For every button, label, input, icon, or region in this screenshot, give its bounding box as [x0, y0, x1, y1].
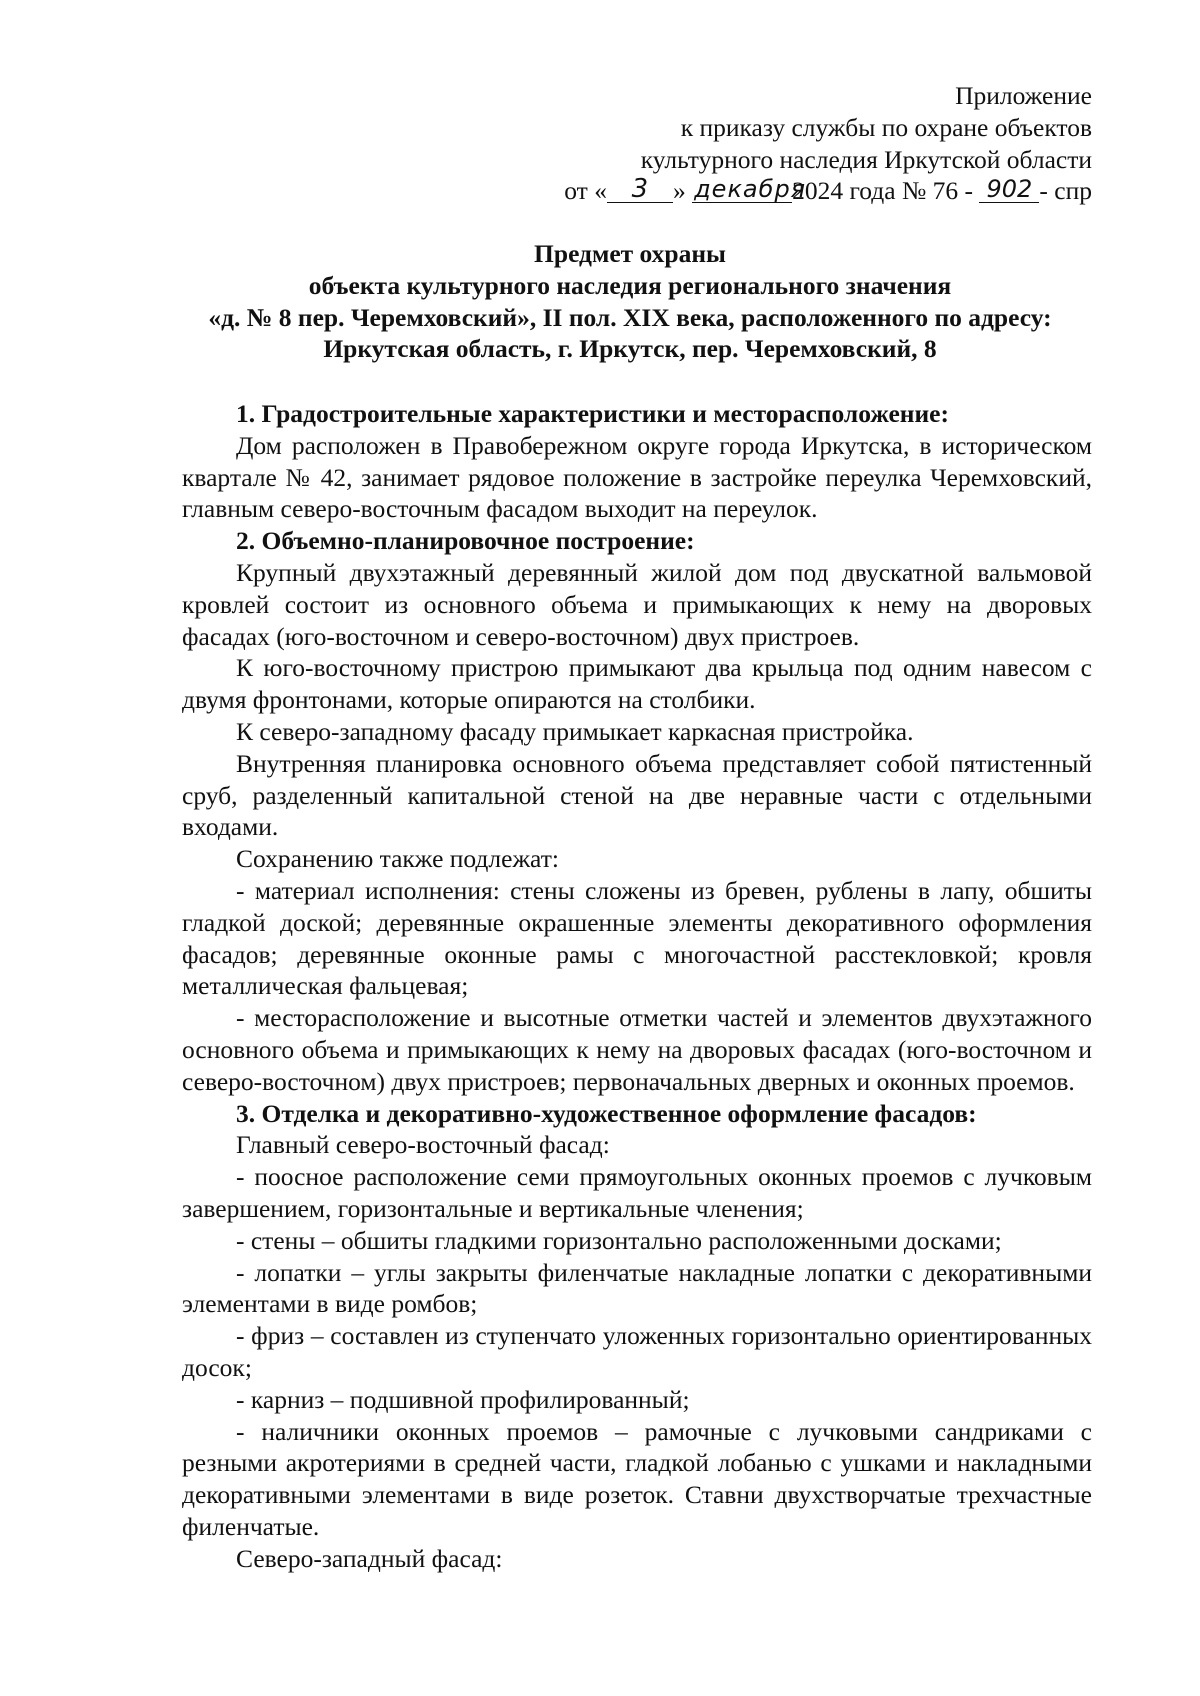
document-body	[182, 398, 1092, 1574]
paragraph: Крупный двухэтажный деревянный жилой дом под двускатной вальмовой кровлей состоит из основного объема и примыкающих к нему на дворовых фасадах (юго-восточном и северо-восточном) двух пристроев.	[182, 557, 1092, 651]
handwritten-day: 3	[607, 176, 673, 203]
document-title	[170, 238, 1090, 365]
handwritten-order-number: 902	[979, 176, 1039, 203]
date-prefix: от «	[564, 176, 607, 206]
paragraph: Сохранению также подлежат:	[236, 844, 559, 874]
title-line-4: Иркутская область, г. Иркутск, пер. Черемховский, 8	[323, 334, 937, 364]
section-heading: 3. Отделка и декоративно-художественное оформление фасадов:	[236, 1098, 977, 1128]
section-heading: 1. Градостроительные характеристики и месторасположение:	[236, 399, 949, 428]
section-heading: 2. Объемно-планировочное построение:	[236, 526, 695, 556]
handwritten-month: декабря	[694, 175, 807, 204]
paragraph: - лопатки – углы закрыты филенчатые накладные лопатки с декоративными элементами в виде ромбов;	[182, 1257, 1092, 1319]
title-line-3: «д. № 8 пер. Черемховский», II пол. XIX века, расположенного по адресу:	[208, 302, 1052, 332]
order-suffix: - спр	[1039, 176, 1092, 206]
paragraph: Северо-западный фасад:	[236, 1543, 503, 1573]
appendix-header	[564, 80, 1092, 207]
date-close: »	[672, 176, 686, 206]
paragraph: К северо-западному фасаду примыкает каркасная пристройка.	[236, 716, 914, 746]
title-line-2: объекта культурного наследия регионального значения	[308, 270, 952, 300]
paragraph: - материал исполнения: стены сложены из бревен, рублены в лапу, обшиты гладкой доской; деревянные окрашенные элементы декоративного оформления фасадов; деревянные оконные рамы с многочастной расстекловкой; кровля металлическая фальцевая;	[182, 875, 1092, 1001]
paragraph: - наличники оконных проемов – рамочные с лучковыми сандриками с резными акротериями в средней части, гладкой лобанью с ушками и накладными декоративными элементами в виде розеток. Ставни двухстворчатые трехчастные филенчатые.	[182, 1416, 1092, 1541]
paragraph: Внутренняя планировка основного объема представляет собой пятистенный сруб, разделенный капитальной стеной на две неравные части с отдельными входами.	[182, 748, 1092, 842]
appendix-label: Приложение	[955, 81, 1092, 110]
appendix-date-line	[564, 175, 1092, 207]
paragraph: К юго-восточному пристрою примыкают два крыльца под одним навесом с двумя фронтонами, которые опираются на столбики.	[182, 653, 1092, 715]
title-line-1: Предмет охраны	[534, 239, 726, 268]
paragraph: Дом расположен в Правобережном округе города Иркутска, в историческом квартале № 42, занимает рядовое положение в застройке переулка Черемховский, главным северо-восточным фасадом выходит на переулок.	[182, 430, 1092, 524]
appendix-authority: культурного наследия Иркутской области	[640, 144, 1092, 174]
paragraph: - карниз – подшивной профилированный;	[236, 1384, 690, 1414]
appendix-order-ref: к приказу службы по охране объектов	[680, 112, 1092, 142]
paragraph: - месторасположение и высотные отметки частей и элементов двухэтажного основного объема и примыкающих к нему на дворовых фасадах (юго-восточном и северо-восточном) двух пристроев; первоначальных дверных и оконных проемов.	[182, 1003, 1092, 1096]
paragraph: - фриз – составлен из ступенчато уложенных горизонтально ориентированных досок;	[182, 1321, 1092, 1382]
paragraph: - поосное расположение семи прямоугольных оконных проемов с лучковым завершением, горизонтальные и вертикальные членения;	[182, 1162, 1092, 1223]
paragraph: Главный северо-восточный фасад:	[236, 1130, 610, 1160]
paragraph: - стены – обшиты гладкими горизонтально расположенными досками;	[236, 1225, 1002, 1255]
date-year: 2024 года № 76 -	[792, 176, 974, 206]
